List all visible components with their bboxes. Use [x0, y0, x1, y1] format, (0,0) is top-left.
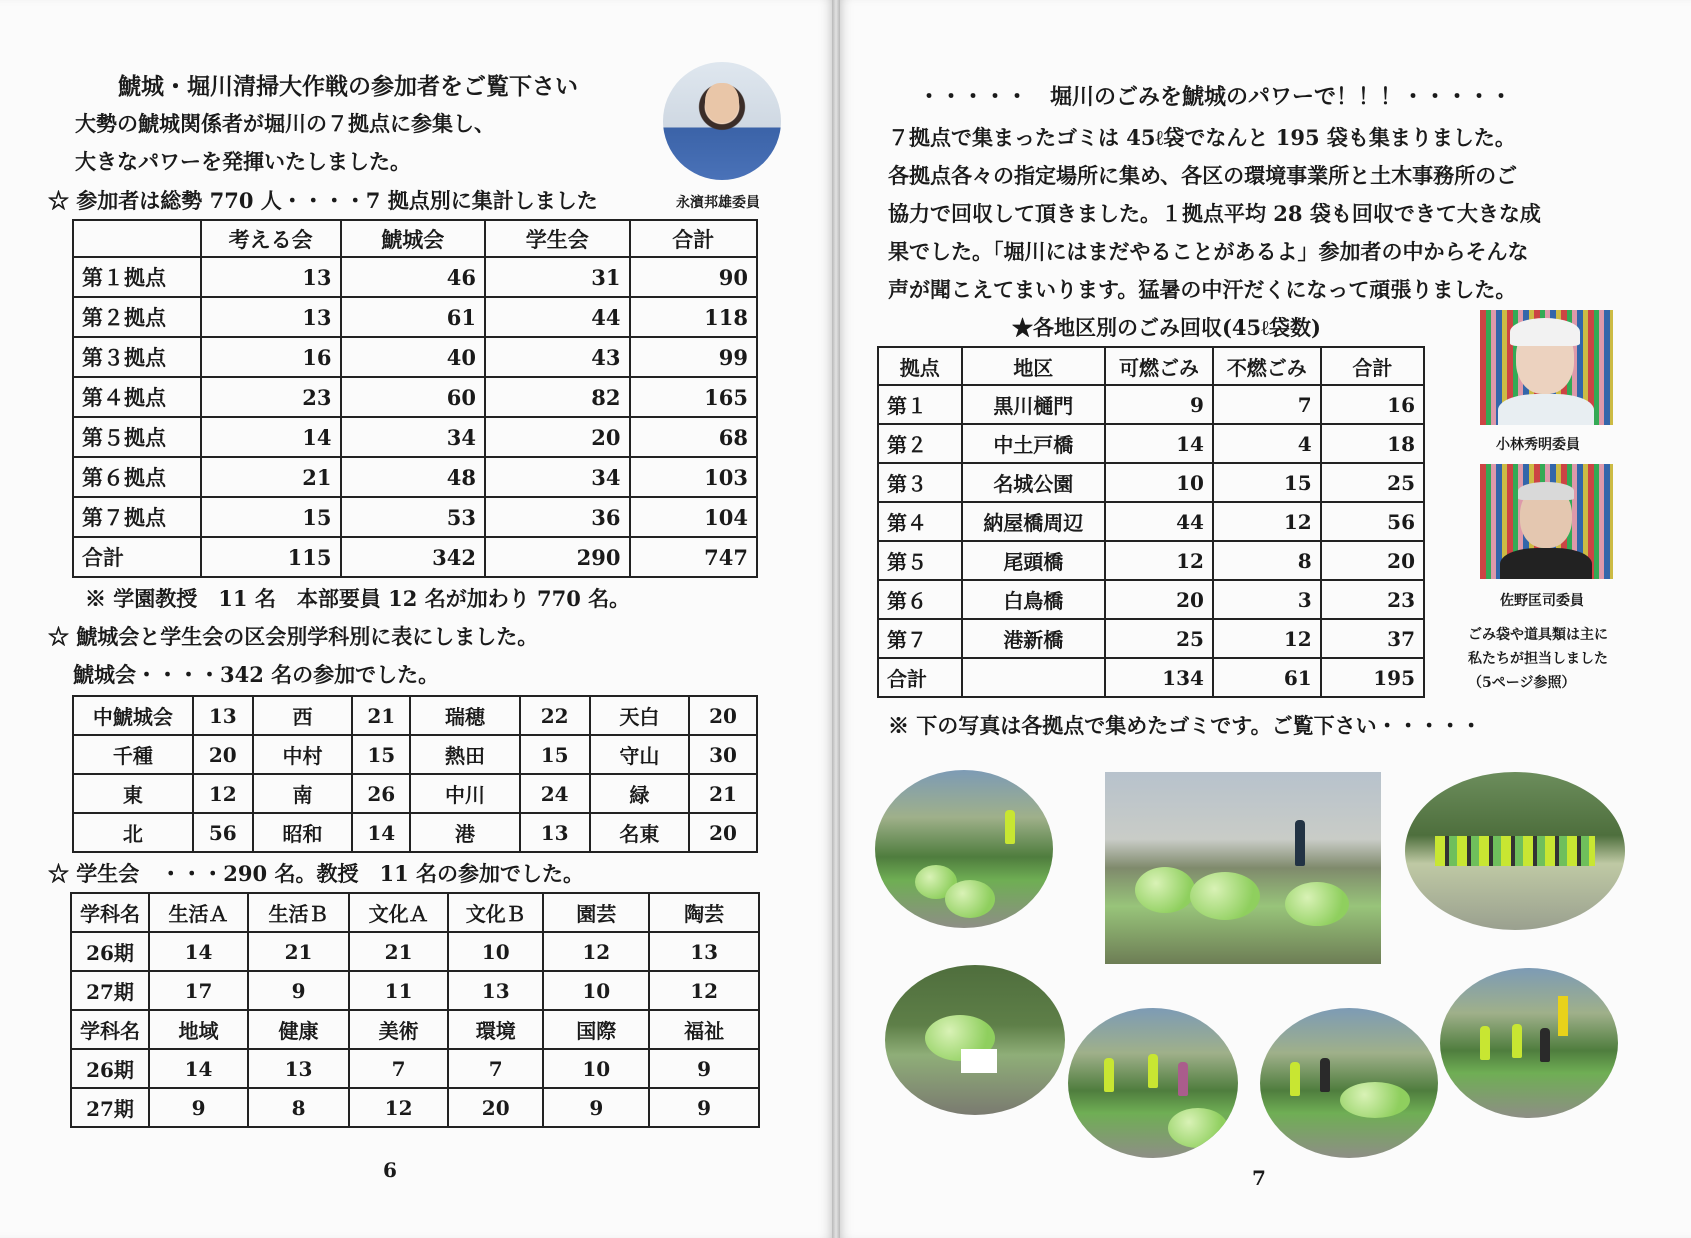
cell: 68 — [630, 417, 758, 457]
table-row — [878, 463, 1424, 502]
table-row — [73, 774, 757, 813]
cell: 4 — [1213, 424, 1321, 463]
cell: 14 — [201, 417, 341, 457]
cell: 21 — [201, 457, 341, 497]
site-label: 第２ — [878, 424, 962, 463]
ward-name: 名東 — [590, 813, 690, 852]
table-total-row — [878, 658, 1424, 697]
section-student: ☆ 学生会 ・・・290 名。教授 11 名の参加でした。 — [48, 861, 584, 886]
header-cell: 美術 — [349, 1010, 448, 1049]
term-label: 26期 — [71, 1049, 149, 1088]
right-page — [840, 0, 1691, 1238]
header-cell: 不燃ごみ — [1213, 347, 1321, 385]
header-cell: 園芸 — [543, 893, 649, 932]
cell: 44 — [485, 297, 630, 337]
shachi-ward-table — [72, 695, 758, 853]
cell: 14 — [1105, 424, 1213, 463]
kobayashi-caption: 小林秀明委員 — [1496, 437, 1580, 453]
cell: 3 — [1213, 580, 1321, 619]
table-row — [878, 385, 1424, 424]
cell: 12 — [1213, 619, 1321, 658]
site-label: 第７拠点 — [73, 497, 201, 537]
header-cell: 学生会 — [485, 220, 630, 257]
cell: 48 — [341, 457, 486, 497]
site-label: 第３ — [878, 463, 962, 502]
header-cell: 環境 — [448, 1010, 543, 1049]
cell: 61 — [1213, 658, 1321, 697]
table-row — [73, 377, 757, 417]
cell: 13 — [649, 932, 759, 971]
ward-count: 21 — [352, 696, 410, 735]
cell: 36 — [485, 497, 630, 537]
cell: 37 — [1321, 619, 1424, 658]
ward-count: 13 — [520, 813, 590, 852]
paragraph-line-1: ７拠点で集まったゴミは 45ℓ袋でなんと 195 袋も集まりました。 — [888, 125, 1516, 150]
header-cell: 合計 — [630, 220, 758, 257]
section-shachi-student: ☆ 鯱城会と学生会の区会別学科別に表にしました。 — [48, 624, 539, 649]
cell: 14 — [149, 932, 248, 971]
header-cell: 文化Ａ — [349, 893, 448, 932]
header-cell: 陶芸 — [649, 893, 759, 932]
ward-count: 26 — [352, 774, 410, 813]
cell: 20 — [1105, 580, 1213, 619]
table-row — [71, 932, 759, 971]
paragraph-line-3: 協力で回収して頂きました。１拠点平均 28 袋も回収できて大きな成 — [888, 201, 1541, 226]
table-row — [73, 696, 757, 735]
site-label: 第４ — [878, 502, 962, 541]
ward-count: 56 — [193, 813, 253, 852]
header-cell: 可燃ごみ — [1105, 347, 1213, 385]
ward-name: 瑞穂 — [410, 696, 520, 735]
cell: 20 — [448, 1088, 543, 1127]
book-gutter — [832, 0, 840, 1238]
table-row — [71, 971, 759, 1010]
right-title: ・・・・・ 堀川のごみを鯱城のパワーで！！！・・・・・ — [918, 84, 1513, 110]
cell: 8 — [1213, 541, 1321, 580]
student-course-table — [70, 892, 760, 1128]
site-label: 第２拠点 — [73, 297, 201, 337]
site-photo-5 — [1068, 1008, 1238, 1158]
ward-count: 12 — [193, 774, 253, 813]
participant-summary: ☆ 参加者は総勢 770 人・・・・7 拠点別に集計しました — [48, 188, 598, 213]
total-label: 合計 — [73, 537, 201, 577]
cell: 18 — [1321, 424, 1424, 463]
cell: 9 — [1105, 385, 1213, 424]
site-photo-7 — [1440, 968, 1618, 1118]
sano-photo — [1480, 464, 1613, 579]
header-cell: 文化Ｂ — [448, 893, 543, 932]
header-cell: 拠点 — [878, 347, 962, 385]
district-name: 名城公園 — [962, 463, 1106, 502]
term-label: 27期 — [71, 971, 149, 1010]
ward-name: 北 — [73, 813, 193, 852]
term-label: 26期 — [71, 932, 149, 971]
ward-name: 天白 — [590, 696, 690, 735]
site-label: 第５ — [878, 541, 962, 580]
cell: 40 — [341, 337, 486, 377]
site-label: 第６ — [878, 580, 962, 619]
cell: 12 — [349, 1088, 448, 1127]
cell: 13 — [201, 257, 341, 297]
table-row — [73, 297, 757, 337]
shachi-total-text: 鯱城会・・・・342 名の参加でした。 — [73, 662, 440, 687]
ward-name: 中鯱城会 — [73, 696, 193, 735]
header-cell: 合計 — [1321, 347, 1424, 385]
table-row — [73, 735, 757, 774]
cell: 10 — [1105, 463, 1213, 502]
district-name: 中土戸橋 — [962, 424, 1106, 463]
cell: 23 — [201, 377, 341, 417]
side-note-line-3: （5ページ参照） — [1468, 675, 1576, 691]
total-label: 合計 — [878, 658, 962, 697]
cell: 15 — [201, 497, 341, 537]
cell: 46 — [341, 257, 486, 297]
header-cell: 地区 — [962, 347, 1106, 385]
cell: 31 — [485, 257, 630, 297]
cell: 8 — [248, 1088, 349, 1127]
cell: 747 — [630, 537, 758, 577]
cell: 44 — [1105, 502, 1213, 541]
table-row — [878, 619, 1424, 658]
district-name: 白鳥橋 — [962, 580, 1106, 619]
cell: 165 — [630, 377, 758, 417]
ward-count: 20 — [193, 735, 253, 774]
cell: 43 — [485, 337, 630, 377]
cell: 11 — [349, 971, 448, 1010]
paragraph-line-4: 果でした。「堀川にはまだやることがあるよ」参加者の中からそんな — [888, 239, 1529, 264]
cell: 61 — [341, 297, 486, 337]
ward-count: 20 — [689, 813, 757, 852]
cell: 12 — [1213, 502, 1321, 541]
table-row — [73, 337, 757, 377]
cell: 21 — [349, 932, 448, 971]
garbage-collection-table — [877, 346, 1425, 698]
header-cell: 鯱城会 — [341, 220, 486, 257]
header-cell: 生活Ｂ — [248, 893, 349, 932]
cell: 13 — [201, 297, 341, 337]
header-cell: 地域 — [149, 1010, 248, 1049]
cell: 15 — [1213, 463, 1321, 502]
cell: 10 — [543, 1049, 649, 1088]
kobayashi-photo — [1480, 310, 1613, 425]
sano-caption: 佐野匡司委員 — [1500, 593, 1584, 609]
left-title: 鯱城・堀川清掃大作戦の参加者をご覧下さい — [118, 73, 578, 100]
table-row — [878, 424, 1424, 463]
term-label: 27期 — [71, 1088, 149, 1127]
ward-count: 24 — [520, 774, 590, 813]
header-cell: 考える会 — [201, 220, 341, 257]
cell: 12 — [543, 932, 649, 971]
table-header-row — [71, 1010, 759, 1049]
table-row — [73, 457, 757, 497]
district-name: 納屋橋周辺 — [962, 502, 1106, 541]
garbage-table-title: ★各地区別のごみ回収(45ℓ袋数) — [1012, 315, 1321, 340]
table-header-row — [71, 893, 759, 932]
cell: 115 — [201, 537, 341, 577]
table-row — [73, 257, 757, 297]
cell: 9 — [149, 1088, 248, 1127]
cell: 12 — [1105, 541, 1213, 580]
cell: 9 — [649, 1049, 759, 1088]
ward-name: 東 — [73, 774, 193, 813]
ward-count: 15 — [520, 735, 590, 774]
participants-by-site-table — [72, 219, 758, 578]
table-row — [878, 580, 1424, 619]
header-cell — [73, 220, 201, 257]
ward-name: 千種 — [73, 735, 193, 774]
ward-name: 熱田 — [410, 735, 520, 774]
cell: 23 — [1321, 580, 1424, 619]
ward-name: 昭和 — [253, 813, 353, 852]
table-row — [71, 1049, 759, 1088]
site-photo-6 — [1260, 1008, 1438, 1158]
cell: 342 — [341, 537, 486, 577]
cell: 90 — [630, 257, 758, 297]
table-row — [73, 497, 757, 537]
left-page — [0, 0, 832, 1238]
side-note-line-1: ごみ袋や道具類は主に — [1468, 627, 1608, 643]
cell: 9 — [649, 1088, 759, 1127]
district-name: 尾頭橋 — [962, 541, 1106, 580]
table-header-row — [73, 220, 757, 257]
site-photo-4 — [885, 965, 1065, 1115]
cell: 195 — [1321, 658, 1424, 697]
cell: 14 — [149, 1049, 248, 1088]
header-cell: 学科名 — [71, 893, 149, 932]
site-label: 第１ — [878, 385, 962, 424]
paragraph-line-5: 声が聞こえてまいります。猛暑の中汗だくになって頑張りました。 — [888, 277, 1517, 302]
site-label: 第４拠点 — [73, 377, 201, 417]
cell: 13 — [448, 971, 543, 1010]
site-label: 第６拠点 — [73, 457, 201, 497]
cell: 9 — [248, 971, 349, 1010]
ward-count: 22 — [520, 696, 590, 735]
ward-count: 13 — [193, 696, 253, 735]
cell: 7 — [448, 1049, 543, 1088]
cell: 20 — [1321, 541, 1424, 580]
cell: 7 — [349, 1049, 448, 1088]
ward-name: 中村 — [253, 735, 353, 774]
cell: 10 — [543, 971, 649, 1010]
ward-count: 14 — [352, 813, 410, 852]
cell: 21 — [248, 932, 349, 971]
ward-name: 西 — [253, 696, 353, 735]
intro-line-2: 大きなパワーを発揮いたしました。 — [75, 149, 411, 174]
cell: 104 — [630, 497, 758, 537]
cell: 16 — [1321, 385, 1424, 424]
cell: 34 — [485, 457, 630, 497]
header-cell: 福祉 — [649, 1010, 759, 1049]
cell: 118 — [630, 297, 758, 337]
ward-name: 守山 — [590, 735, 690, 774]
author-portrait — [663, 62, 781, 180]
ward-count: 20 — [689, 696, 757, 735]
cell: 7 — [1213, 385, 1321, 424]
site-label: 第１拠点 — [73, 257, 201, 297]
table-row — [878, 541, 1424, 580]
table-row — [878, 502, 1424, 541]
site-label: 第３拠点 — [73, 337, 201, 377]
intro-line-1: 大勢の鯱城関係者が堀川の７拠点に参集し、 — [75, 111, 495, 136]
cell: 12 — [649, 971, 759, 1010]
district-name: 黒川樋門 — [962, 385, 1106, 424]
table-row — [71, 1088, 759, 1127]
cell: 17 — [149, 971, 248, 1010]
table-header-row — [878, 347, 1424, 385]
photo-note: ※ 下の写真は各拠点で集めたゴミです。ご覧下さい・・・・・ — [888, 713, 1482, 738]
cell: 25 — [1105, 619, 1213, 658]
staff-note: ※ 学園教授 11 名 本部要員 12 名が加わり 770 名。 — [85, 586, 631, 611]
cell: 53 — [341, 497, 486, 537]
table-row — [73, 813, 757, 852]
author-name: 永濱邦雄委員 — [676, 195, 760, 211]
site-label: 第７ — [878, 619, 962, 658]
cell: 99 — [630, 337, 758, 377]
cell: 290 — [485, 537, 630, 577]
side-note-line-2: 私たちが担当しました — [1468, 651, 1608, 667]
cell: 82 — [485, 377, 630, 417]
ward-count: 21 — [689, 774, 757, 813]
site-photo-2 — [1105, 772, 1381, 964]
site-photo-3 — [1405, 772, 1625, 930]
cell: 134 — [1105, 658, 1213, 697]
header-cell: 学科名 — [71, 1010, 149, 1049]
page-number-right: 7 — [1252, 1166, 1266, 1190]
cell: 20 — [485, 417, 630, 457]
ward-name: 中川 — [410, 774, 520, 813]
paragraph-line-2: 各拠点各々の指定場所に集め、各区の環境事業所と土木事務所のご — [888, 163, 1518, 188]
table-total-row — [73, 537, 757, 577]
cell: 56 — [1321, 502, 1424, 541]
site-label: 第５拠点 — [73, 417, 201, 457]
cell: 10 — [448, 932, 543, 971]
ward-name: 港 — [410, 813, 520, 852]
cell: 34 — [341, 417, 486, 457]
header-cell: 国際 — [543, 1010, 649, 1049]
page-number-left: 6 — [383, 1158, 397, 1182]
table-row — [73, 417, 757, 457]
district-name — [962, 658, 1106, 697]
district-name: 港新橋 — [962, 619, 1106, 658]
header-cell: 生活Ａ — [149, 893, 248, 932]
header-cell: 健康 — [248, 1010, 349, 1049]
cell: 103 — [630, 457, 758, 497]
cell: 16 — [201, 337, 341, 377]
cell: 13 — [248, 1049, 349, 1088]
cell: 60 — [341, 377, 486, 417]
ward-count: 30 — [689, 735, 757, 774]
cell: 9 — [543, 1088, 649, 1127]
ward-count: 15 — [352, 735, 410, 774]
site-photo-1 — [875, 770, 1053, 928]
cell: 25 — [1321, 463, 1424, 502]
ward-name: 緑 — [590, 774, 690, 813]
ward-name: 南 — [253, 774, 353, 813]
